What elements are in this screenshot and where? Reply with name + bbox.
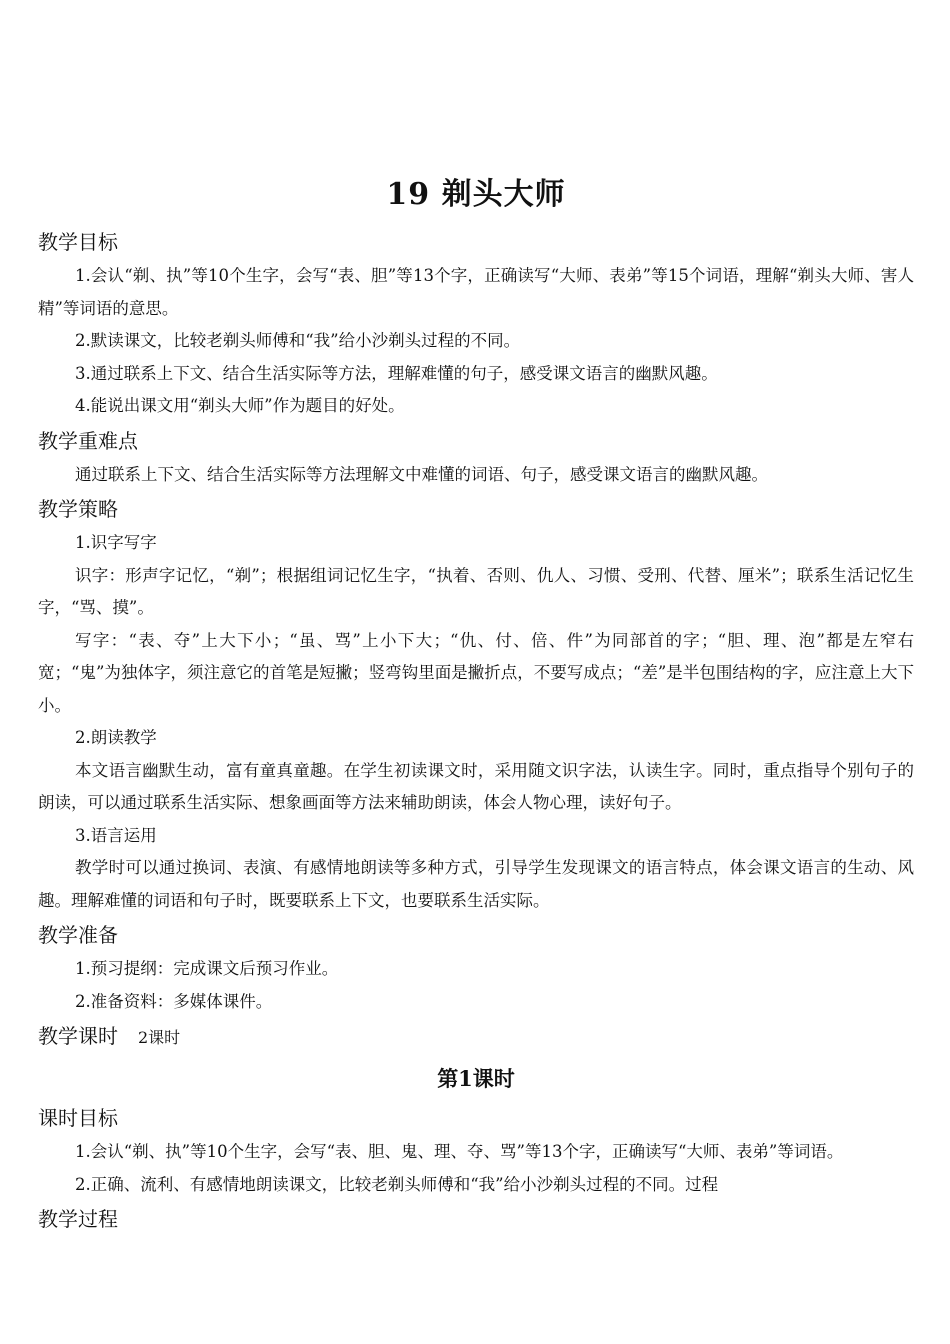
- document-title: 19 剃头大师: [386, 177, 566, 212]
- document-page: [38, 170, 914, 1237]
- heading-teaching-preparation: 教学准备: [38, 923, 118, 947]
- strategy-item-2: 识字：形声字记忆，“剃”；根据组词记忆生字，“执着、否则、仇人、习惯、受刑、代替、厘米”；联系生活记忆生字，“骂、摸”。: [38, 565, 914, 617]
- lesson-1-subtitle: 第1课时: [437, 1066, 515, 1091]
- heading-lesson-goals: 课时目标: [38, 1106, 118, 1130]
- teaching-hours-value: 2课时: [138, 1028, 181, 1047]
- heading-key-points: 教学重难点: [38, 428, 138, 453]
- strategy-item-6: 3.语言运用: [75, 825, 157, 845]
- strategy-item-5: 本文语言幽默生动，富有童真童趣。在学生初读课文时，采用随文识字法，认读生字。同时，重点指导个别句子的朗读，可以通过联系生活实际、想象画面等方法来辅助朗读，体会人物心理，读好句子。: [38, 760, 914, 812]
- goal-item-4: 4.能说出课文用“剃头大师”作为题目的好处。: [75, 396, 405, 415]
- lesson-goal-item-1: 1.会认“剃、执”等10个生字，会写“表、胆、鬼、理、夺、骂”等13个字，正确读写“大师、表弟”等词语。: [75, 1142, 844, 1161]
- preparation-item-1: 1.预习提纲：完成课文后预习作业。: [75, 959, 339, 978]
- teaching-hours-row: [38, 1020, 914, 1054]
- key-points-text: 通过联系上下文、结合生活实际等方法理解文中难懂的词语、句子，感受课文语言的幽默风趣。: [75, 464, 768, 484]
- strategy-item-4: 2.朗读教学: [75, 728, 157, 747]
- lesson-goal-item-2: 2.正确、流利、有感情地朗读课文，比较老剃头师傅和“我”给小沙剃头过程的不同。过程: [75, 1174, 719, 1194]
- goal-item-3: 3.通过联系上下文、结合生活实际等方法，理解难懂的句子，感受课文语言的幽默风趣。: [75, 363, 718, 383]
- heading-teaching-strategy: 教学策略: [38, 497, 118, 521]
- strategy-item-1: 1.识字写字: [75, 533, 157, 552]
- strategy-item-7: 教学时可以通过换词、表演、有感情地朗读等多种方式，引导学生发现课文的语言特点，体会课文语言的生动、风趣。理解难懂的词语和句子时，既要联系上下文，也要联系生活实际。: [38, 858, 914, 910]
- goal-item-2: 2.默读课文，比较老剃头师傅和“我”给小沙剃头过程的不同。: [75, 331, 521, 350]
- strategy-item-3: 写字：“表、夺”上大下小；“虽、骂”上小下大；“仇、付、倍、件”为同部首的字；“胆、理、泡”都是左窄右宽；“鬼”为独体字，须注意它的首笔是短撇；竖弯钩里面是撇折点，不要写成点；“差”是半包围结构的字，应注意上大下小。: [38, 630, 914, 715]
- preparation-item-2: 2.准备资料：多媒体课件。: [75, 991, 273, 1011]
- goal-item-1: 1.会认“剃、执”等10个生字，会写“表、胆”等13个字，正确读写“大师、表弟”等15个词语，理解“剃头大师、害人精”等词语的意思。: [38, 266, 914, 318]
- heading-teaching-goals: 教学目标: [38, 230, 118, 254]
- heading-teaching-hours: 教学课时: [38, 1024, 118, 1048]
- heading-teaching-process: 教学过程: [38, 1207, 118, 1231]
